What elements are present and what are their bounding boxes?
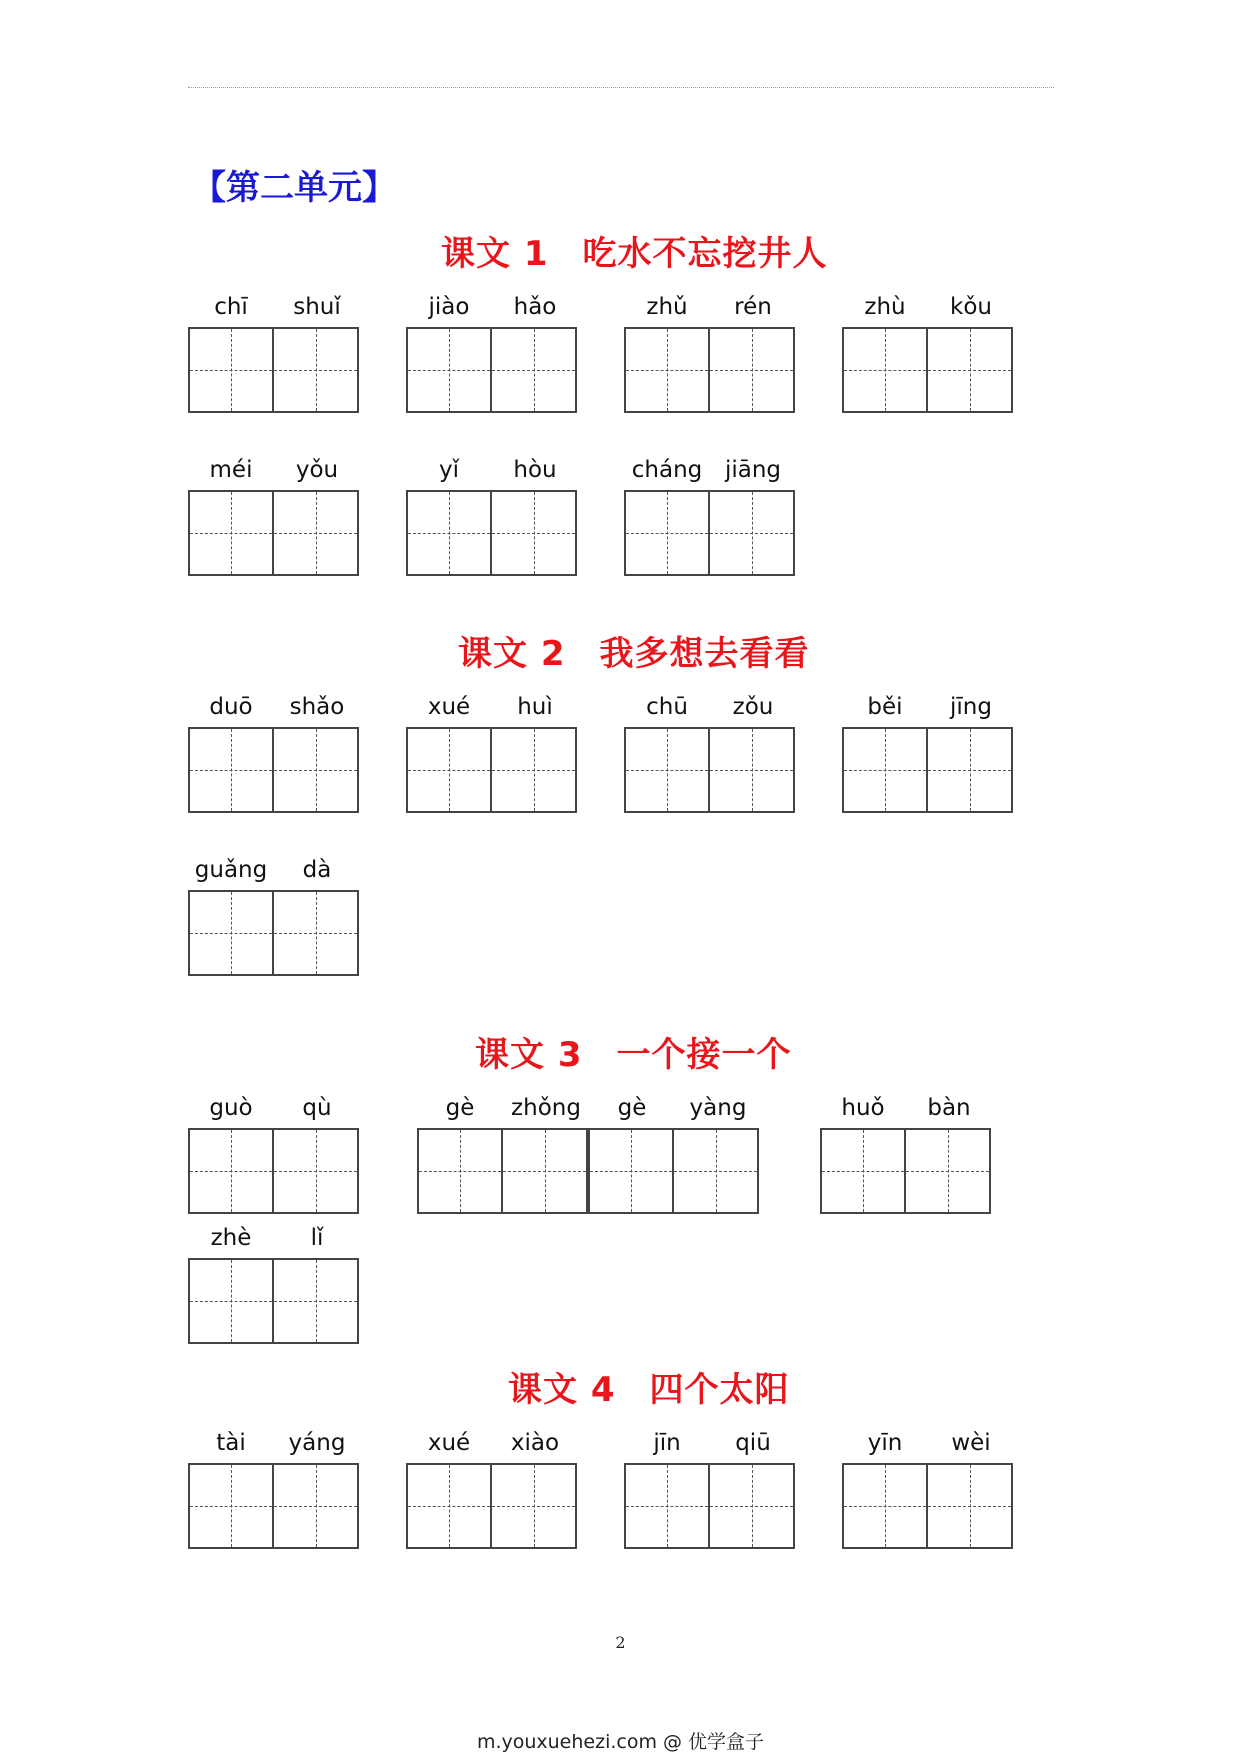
writing-box[interactable] xyxy=(406,727,492,813)
writing-grid xyxy=(406,490,577,576)
lesson-title-3 xyxy=(475,1027,792,1076)
pinyin: zhǒng xyxy=(511,1095,581,1121)
writing-box[interactable] xyxy=(710,327,795,413)
writing-grid xyxy=(188,327,359,413)
writing-grid xyxy=(188,890,359,976)
lesson-number: 课文 2 xyxy=(458,634,566,674)
pinyin: tài xyxy=(216,1430,246,1456)
pinyin: gè xyxy=(445,1095,475,1121)
writing-box[interactable] xyxy=(406,490,492,576)
pinyin: bàn xyxy=(927,1095,971,1121)
pinyin: zǒu xyxy=(732,694,774,720)
pinyin: huì xyxy=(517,694,553,720)
writing-grid xyxy=(842,327,1013,413)
pinyin: dà xyxy=(302,857,332,883)
writing-box[interactable] xyxy=(842,727,928,813)
writing-grid xyxy=(188,1463,359,1549)
pinyin: zhè xyxy=(210,1225,252,1251)
writing-grid xyxy=(624,727,795,813)
lesson-title-2 xyxy=(458,626,810,675)
writing-box[interactable] xyxy=(624,1463,710,1549)
writing-box[interactable] xyxy=(274,490,359,576)
pinyin: rén xyxy=(734,294,772,320)
lesson-number: 课文 1 xyxy=(441,234,549,274)
writing-box[interactable] xyxy=(674,1128,759,1214)
writing-grid xyxy=(624,490,795,576)
writing-box[interactable] xyxy=(188,727,274,813)
writing-box[interactable] xyxy=(188,490,274,576)
lesson-name: 我多想去看看 xyxy=(599,634,810,674)
writing-box[interactable] xyxy=(492,327,577,413)
pinyin: yīn xyxy=(867,1430,903,1456)
writing-box[interactable] xyxy=(624,327,710,413)
writing-box[interactable] xyxy=(188,1258,274,1344)
pinyin: xué xyxy=(427,694,471,720)
writing-box[interactable] xyxy=(274,1128,359,1214)
pinyin: cháng xyxy=(631,457,703,483)
pinyin: yǐ xyxy=(438,457,459,483)
writing-grid xyxy=(406,727,577,813)
pinyin: shǎo xyxy=(289,694,345,720)
pinyin: jiào xyxy=(428,294,470,320)
writing-box[interactable] xyxy=(928,327,1013,413)
pinyin: zhǔ xyxy=(646,294,688,320)
lesson-number: 课文 3 xyxy=(475,1035,583,1075)
pinyin: yǒu xyxy=(295,457,339,483)
pinyin: guò xyxy=(209,1095,253,1121)
writing-box[interactable] xyxy=(188,1463,274,1549)
writing-box[interactable] xyxy=(820,1128,906,1214)
pinyin: huǒ xyxy=(841,1095,885,1121)
lesson-name: 吃水不忘挖井人 xyxy=(582,234,828,274)
header-rule xyxy=(188,87,1054,88)
writing-grid xyxy=(624,1463,795,1549)
writing-grid xyxy=(842,1463,1013,1549)
writing-box[interactable] xyxy=(417,1128,503,1214)
writing-box[interactable] xyxy=(274,1463,359,1549)
writing-grid xyxy=(842,727,1013,813)
writing-box[interactable] xyxy=(492,490,577,576)
writing-grid xyxy=(188,1128,359,1214)
writing-box[interactable] xyxy=(406,1463,492,1549)
pinyin: jīng xyxy=(950,694,992,720)
writing-box[interactable] xyxy=(274,727,359,813)
writing-box[interactable] xyxy=(188,890,274,976)
lesson-title-4 xyxy=(508,1362,790,1411)
footer-source: m.youxuehezi.com @ 优学盒子 xyxy=(476,1731,765,1753)
pinyin: yáng xyxy=(288,1430,346,1456)
pinyin: shuǐ xyxy=(293,294,341,320)
writing-box[interactable] xyxy=(274,327,359,413)
writing-box[interactable] xyxy=(710,727,795,813)
page-number: 2 xyxy=(615,1633,626,1652)
pinyin: běi xyxy=(867,694,903,720)
writing-grid xyxy=(624,327,795,413)
pinyin: hǎo xyxy=(513,294,557,320)
pinyin: kǒu xyxy=(950,294,992,320)
pinyin: wèi xyxy=(951,1430,991,1456)
pinyin: jīn xyxy=(653,1430,681,1456)
writing-grid xyxy=(417,1128,759,1214)
writing-box[interactable] xyxy=(492,727,577,813)
writing-grid xyxy=(188,727,359,813)
lesson-name: 一个接一个 xyxy=(616,1035,792,1075)
writing-grid xyxy=(188,490,359,576)
writing-box[interactable] xyxy=(842,327,928,413)
writing-grid xyxy=(820,1128,991,1214)
writing-box[interactable] xyxy=(188,327,274,413)
pinyin: chū xyxy=(646,694,688,720)
pinyin: guǎng xyxy=(194,857,268,883)
writing-grid xyxy=(406,1463,577,1549)
writing-box[interactable] xyxy=(710,1463,795,1549)
writing-box[interactable] xyxy=(274,1258,359,1344)
writing-box[interactable] xyxy=(842,1463,928,1549)
pinyin: méi xyxy=(209,457,253,483)
unit-title: 【第二单元】 xyxy=(192,168,396,208)
pinyin: jiāng xyxy=(724,457,782,483)
writing-box[interactable] xyxy=(624,490,710,576)
pinyin: zhù xyxy=(864,294,906,320)
writing-box[interactable] xyxy=(906,1128,991,1214)
writing-box[interactable] xyxy=(188,1128,274,1214)
writing-box[interactable] xyxy=(406,327,492,413)
pinyin: duō xyxy=(209,694,253,720)
writing-box[interactable] xyxy=(624,727,710,813)
pinyin: qiū xyxy=(735,1430,771,1456)
writing-grid xyxy=(406,327,577,413)
writing-box[interactable] xyxy=(928,1463,1013,1549)
pinyin: xiào xyxy=(510,1430,560,1456)
pinyin: xué xyxy=(427,1430,471,1456)
lesson-number: 课文 4 xyxy=(508,1370,616,1410)
pinyin: lǐ xyxy=(310,1225,324,1251)
pinyin: gè xyxy=(617,1095,647,1121)
writing-box[interactable] xyxy=(492,1463,577,1549)
lesson-title-1 xyxy=(441,226,828,275)
writing-box[interactable] xyxy=(588,1128,674,1214)
lesson-name: 四个太阳 xyxy=(649,1370,790,1410)
writing-box[interactable] xyxy=(503,1128,588,1214)
pinyin: qù xyxy=(302,1095,332,1121)
pinyin: hòu xyxy=(513,457,557,483)
writing-box[interactable] xyxy=(928,727,1013,813)
writing-box[interactable] xyxy=(710,490,795,576)
pinyin: yàng xyxy=(689,1095,747,1121)
writing-box[interactable] xyxy=(274,890,359,976)
pinyin: chī xyxy=(214,294,248,320)
writing-grid xyxy=(188,1258,359,1344)
